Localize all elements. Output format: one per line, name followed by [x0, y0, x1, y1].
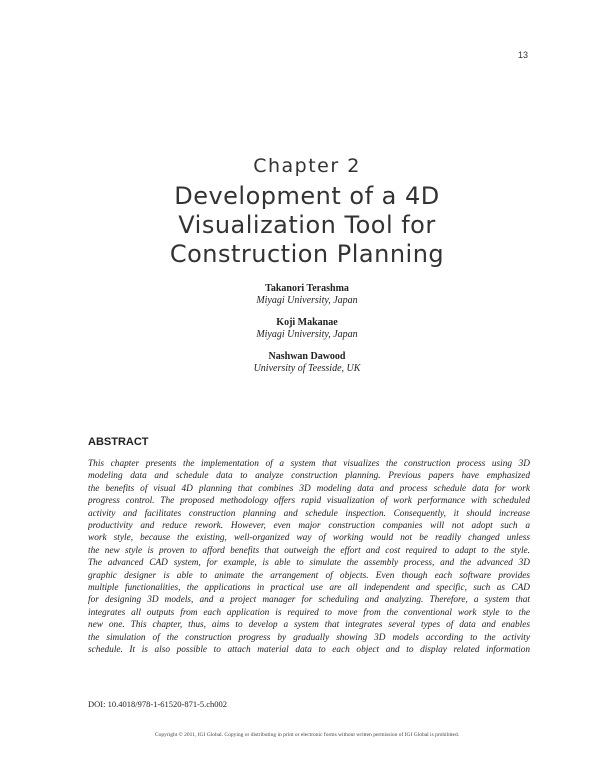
abstract-line: multiple functionalities, the applications in practical use are all independent and specific, such as CAD [88, 583, 530, 594]
author-name: Koji Makanae [276, 317, 338, 328]
abstract-body [88, 458, 530, 657]
title-line: Development of a 4D [174, 182, 440, 210]
abstract-line: modeling data and schedule data to analyze construction planning. Previous papers have emphasized [88, 471, 530, 482]
abstract-line: new one. This chapter, thus, aims to develop a system that integrates several types of data and enables [88, 620, 530, 631]
author-affiliation: Miyagi University, Japan [256, 329, 358, 340]
abstract-line: graphic designer is able to animate the arrangement of objects. Even though each software provides [88, 570, 530, 581]
chapter-label: Chapter 2 [253, 155, 361, 177]
abstract-line: schedule. It is also possible to attach material data to each object and to display related information [88, 645, 530, 656]
abstract-line: The advanced CAD system, for example, is able to simulate the assembly process, and the advanced 3D [88, 558, 530, 569]
author-name: Nashwan Dawood [268, 351, 346, 362]
abstract-line: This chapter presents the implementation of a system that visualizes the construction process using 3D [88, 459, 530, 469]
abstract-heading: ABSTRACT [88, 436, 149, 448]
abstract-line: integrates all outputs from each application is required to move from the conventional work style to the [88, 607, 530, 618]
title-line: Construction Planning [169, 240, 445, 268]
doi-line: DOI: 10.4018/978-1-61520-871-5.ch002 [88, 699, 228, 709]
author-block [0, 317, 600, 341]
copyright-notice: Copyright © 2011, IGI Global. Copying or distributing in print or electronic forms without written permission of IGI Global is prohibited. [154, 732, 460, 738]
title-line: Visualization Tool for [178, 211, 436, 239]
author-block [0, 283, 600, 307]
abstract-line: progress control. The proposed methodology offers rapid visualization of work performance with scheduled [88, 496, 530, 507]
abstract-line: the simulation of the construction progress by gradually showing 3D models according to the activity [88, 632, 530, 643]
abstract-line: productivity and reduce rework. However, even major construction companies will not adopt such a [88, 521, 530, 532]
abstract-line: for designing 3D models, and a project manager for scheduling and analyzing. Therefore, a system that [88, 595, 530, 606]
author-list [0, 283, 600, 385]
author-name: Takanori Terashma [265, 283, 349, 294]
author-block [0, 351, 600, 375]
abstract-line: the benefits of visual 4D planning that combines 3D modeling data and process schedule data for work [88, 483, 530, 494]
author-affiliation: Miyagi University, Japan [256, 295, 358, 306]
abstract-line: the new style is proven to afford benefits that outweigh the effort and cost required to adapt to the style. [88, 545, 530, 556]
page-number: 13 [517, 50, 528, 60]
author-affiliation: University of Teesside, UK [253, 363, 361, 374]
chapter-title [0, 182, 600, 269]
abstract-line: work style, because the existing, well-organized way of working would not be readily changed unless [88, 533, 530, 544]
abstract-line: activity and facilitates construction planning and schedule inspection. Consequently, it should increase [88, 508, 530, 519]
